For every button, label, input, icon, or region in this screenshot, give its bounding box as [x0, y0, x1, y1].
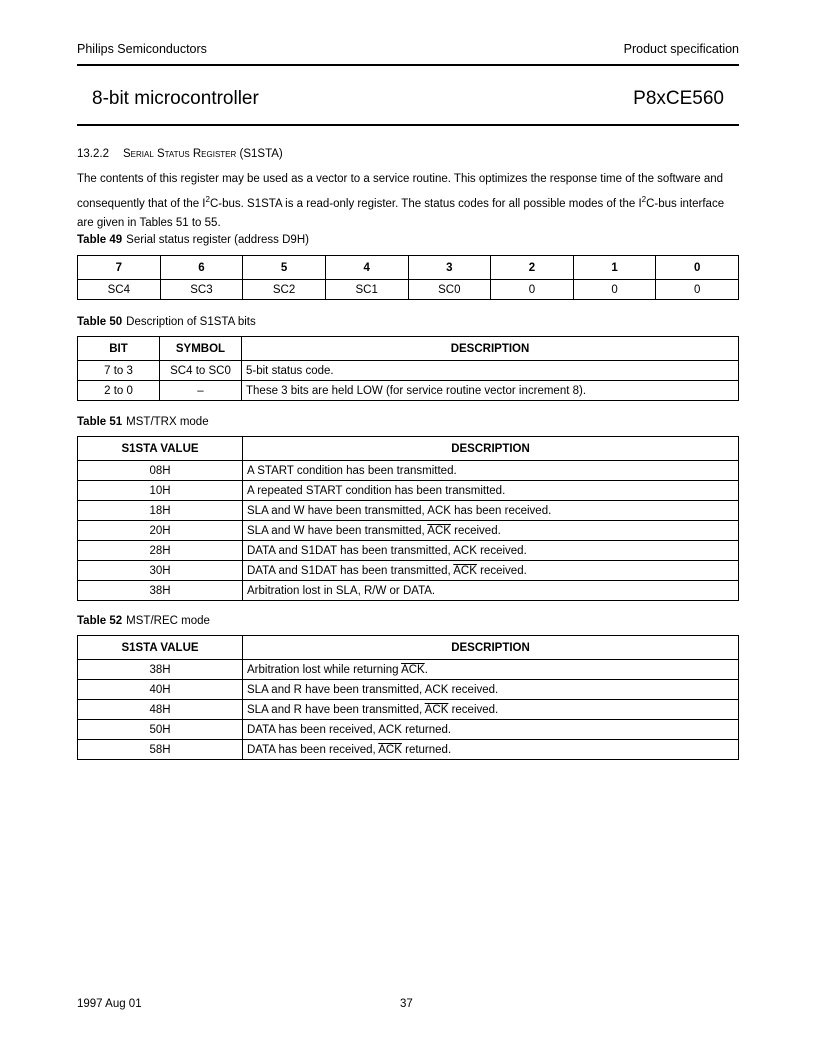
table-row	[78, 521, 739, 541]
status-description-cell	[243, 720, 739, 740]
table49-cell: 0	[491, 280, 574, 300]
table-row	[78, 361, 739, 381]
table49-cell: SC3	[160, 280, 243, 300]
table50-cell: 2 to 0	[78, 381, 160, 401]
description-text: DATA has been received, ACK returned.	[247, 723, 452, 736]
table51-caption	[77, 416, 209, 428]
part-number: P8xCE560	[633, 88, 724, 109]
table49-caption-text: Serial status register (address D9H)	[126, 234, 309, 246]
ack-not-overline-text: $\overline{ACK}$	[453, 564, 477, 577]
table49	[77, 255, 739, 300]
table49-header-cell: 4	[325, 256, 408, 280]
status-description-cell	[243, 561, 739, 581]
status-value-cell: 10H	[78, 481, 243, 501]
description-text-suffix: received.	[476, 564, 527, 577]
table49-cell: SC2	[243, 280, 326, 300]
status-value-cell: 08H	[78, 461, 243, 481]
table-row	[78, 280, 739, 300]
table49-cell: SC0	[408, 280, 491, 300]
table50-caption-text: Description of S1STA bits	[126, 316, 256, 328]
status-description-cell	[243, 740, 739, 760]
table-row	[78, 581, 739, 601]
body-paragraph	[77, 170, 739, 233]
table51	[77, 436, 739, 601]
section-number: 13.2.2	[77, 148, 109, 160]
table51-header-row	[78, 437, 739, 461]
table49-header-row	[78, 256, 739, 280]
table51-header-cell: S1STA VALUE	[78, 437, 243, 461]
table-row	[78, 660, 739, 680]
table50-header-row	[78, 337, 739, 361]
description-text-suffix: returned.	[401, 743, 452, 756]
description-text: SLA and R have been transmitted, ACK received.	[247, 683, 499, 696]
header-rule-bottom	[77, 124, 739, 126]
status-value-cell: 30H	[78, 561, 243, 581]
status-description-cell	[243, 660, 739, 680]
table-row	[78, 720, 739, 740]
table-row	[78, 541, 739, 561]
section-title: Serial Status Register	[122, 148, 237, 160]
header-company: Philips Semiconductors	[77, 42, 207, 56]
table50-header-cell: DESCRIPTION	[242, 337, 739, 361]
status-value-cell: 50H	[78, 720, 243, 740]
description-text-suffix: received.	[450, 524, 501, 537]
table49-cell: 0	[573, 280, 656, 300]
table52	[77, 635, 739, 760]
table50-caption	[77, 316, 256, 328]
status-description-cell	[243, 581, 739, 601]
table52-header-cell: S1STA VALUE	[78, 636, 243, 660]
table-row	[78, 680, 739, 700]
table50-cell: 5-bit status code.	[242, 361, 739, 381]
status-value-cell: 40H	[78, 680, 243, 700]
description-text: DATA has been received,	[247, 743, 379, 756]
table-row	[78, 381, 739, 401]
header-rule-top	[77, 64, 739, 66]
description-text: SLA and W have been transmitted,	[247, 524, 428, 537]
table51-label: Table 51	[77, 416, 123, 428]
description-text: SLA and R have been transmitted,	[247, 703, 425, 716]
paragraph-text-1: The contents of this register may be used as a vector to a service routine. This optimizes the response time of the software and consequently that of the I	[77, 173, 724, 210]
table49-cell: SC1	[325, 280, 408, 300]
table49-header-cell: 0	[656, 256, 739, 280]
table49-cell: 0	[656, 280, 739, 300]
table49-label: Table 49	[77, 234, 123, 246]
status-value-cell: 38H	[78, 581, 243, 601]
table50-cell: –	[160, 381, 242, 401]
table-row	[78, 461, 739, 481]
ack-not-overline-text: $\overline{ACK}$	[427, 524, 451, 537]
section-title-suffix: (S1STA)	[239, 148, 283, 160]
table50	[77, 336, 739, 401]
table52-caption-text: MST/REC mode	[126, 615, 210, 627]
description-text: Arbitration lost while returning	[247, 663, 402, 676]
status-value-cell: 48H	[78, 700, 243, 720]
table49-cell: SC4	[78, 280, 161, 300]
status-description-cell	[243, 461, 739, 481]
description-text-suffix: .	[424, 663, 428, 676]
status-value-cell: 38H	[78, 660, 243, 680]
table49-header-cell: 7	[78, 256, 161, 280]
table-row	[78, 501, 739, 521]
status-value-cell: 18H	[78, 501, 243, 521]
paragraph-superscript-2: 2	[641, 194, 647, 204]
table-row	[78, 561, 739, 581]
status-value-cell: 20H	[78, 521, 243, 541]
ack-not-overline-text: $\overline{ACK}$	[378, 743, 402, 756]
table52-caption	[77, 615, 210, 627]
description-text: A START condition has been transmitted.	[247, 464, 457, 477]
status-description-cell	[243, 680, 739, 700]
description-text-suffix: received.	[448, 703, 499, 716]
paragraph-superscript-1: 2	[205, 194, 210, 204]
paragraph-text-3: C-bus interface are given in Tables 51 to 55.	[77, 197, 725, 229]
status-description-cell	[243, 521, 739, 541]
table50-cell: SC4 to SC0	[160, 361, 242, 381]
ack-not-overline-text: $\overline{ACK}$	[424, 703, 449, 716]
table49-header-cell: 1	[573, 256, 656, 280]
status-description-cell	[243, 541, 739, 561]
header-doc-type: Product specification	[623, 42, 739, 56]
status-value-cell: 28H	[78, 541, 243, 561]
table-row	[78, 700, 739, 720]
table49-header-cell: 5	[243, 256, 326, 280]
table49-header-cell: 6	[160, 256, 243, 280]
table52-header-cell: DESCRIPTION	[243, 636, 739, 660]
paragraph-text-2: C-bus. S1STA is a read-only register. The status codes for all possible modes of the I	[209, 197, 642, 210]
table50-cell: These 3 bits are held LOW (for service routine vector increment 8).	[242, 381, 739, 401]
status-description-cell	[243, 481, 739, 501]
status-value-cell: 58H	[78, 740, 243, 760]
table49-header-cell: 2	[491, 256, 574, 280]
table49-header-cell: 3	[408, 256, 491, 280]
table52-label: Table 52	[77, 615, 123, 627]
table50-header-cell: BIT	[78, 337, 160, 361]
status-description-cell	[243, 501, 739, 521]
table50-label: Table 50	[77, 316, 123, 328]
footer-date: 1997 Aug 01	[77, 998, 142, 1010]
description-text: DATA and S1DAT has been transmitted, ACK received.	[247, 544, 527, 557]
table51-caption-text: MST/TRX mode	[126, 416, 209, 428]
description-text: A repeated START condition has been transmitted.	[247, 484, 506, 497]
section-heading	[77, 148, 283, 160]
table50-header-cell: SYMBOL	[160, 337, 242, 361]
table52-header-row	[78, 636, 739, 660]
table51-header-cell: DESCRIPTION	[243, 437, 739, 461]
description-text: DATA and S1DAT has been transmitted,	[247, 564, 454, 577]
description-text: Arbitration lost in SLA, R/W or DATA.	[247, 584, 436, 597]
ack-not-overline-text: $\overline{ACK}$	[401, 663, 425, 676]
table-row	[78, 481, 739, 501]
page-title: 8-bit microcontroller	[92, 88, 259, 109]
table-row	[78, 740, 739, 760]
page-number: 37	[400, 998, 413, 1010]
status-description-cell	[243, 700, 739, 720]
description-text: SLA and W have been transmitted, ACK has been received.	[247, 504, 552, 517]
table49-caption	[77, 234, 309, 246]
table50-cell: 7 to 3	[78, 361, 160, 381]
